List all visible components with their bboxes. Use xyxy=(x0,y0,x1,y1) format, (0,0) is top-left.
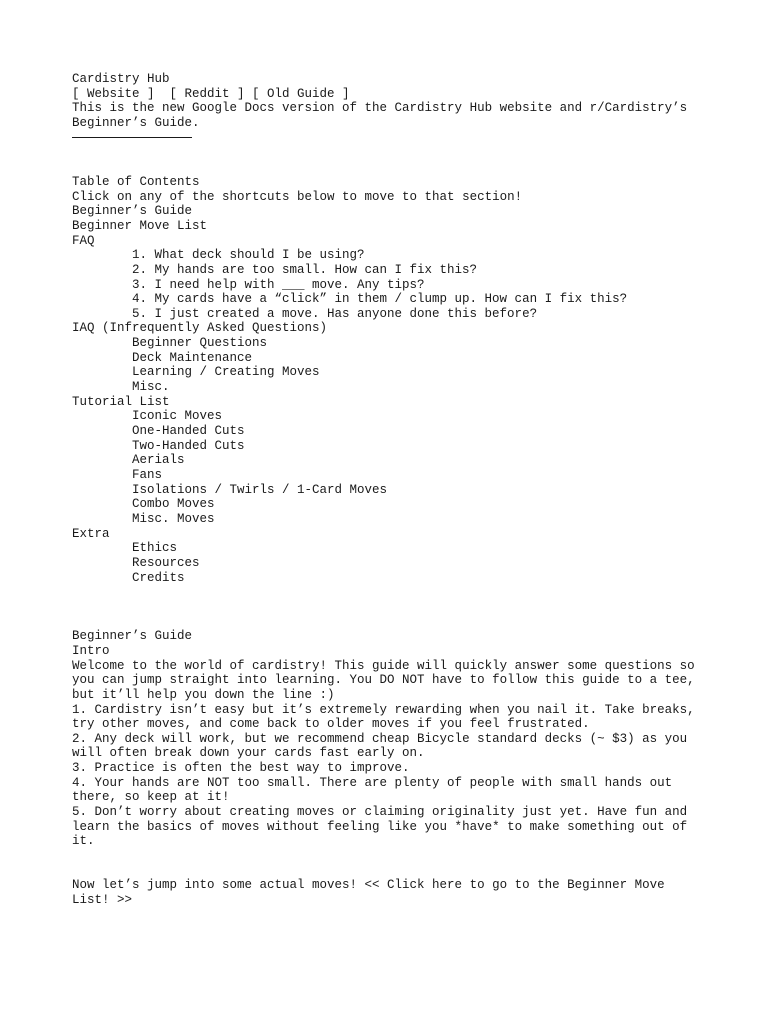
toc-tutorial-item[interactable]: Combo Moves xyxy=(132,497,215,512)
toc-tutorial-item[interactable]: Two-Handed Cuts xyxy=(132,438,245,453)
guide-point: 2. Any deck will work, but we recommend cheap Bicycle standard decks (~ $3) as you will often break down your cards fast early on. xyxy=(72,731,688,761)
toc-iaq-item[interactable]: Deck Maintenance xyxy=(132,350,253,365)
toc-tutorial-item[interactable]: Aerials xyxy=(132,453,185,468)
toc-extra-item[interactable]: Credits xyxy=(132,570,185,585)
toc-iaq-item[interactable]: Beginner Questions xyxy=(132,336,268,351)
section-heading: Beginner’s Guide xyxy=(72,629,193,644)
toc-link-extra[interactable]: Extra xyxy=(72,526,110,541)
toc-faq-item[interactable]: 1. What deck should I be using? xyxy=(132,248,365,263)
toc-faq-item[interactable]: 2. My hands are too small. How can I fix this? xyxy=(132,262,478,277)
guide-point: 5. Don’t worry about creating moves or claiming originality just yet. Have fun and learn the basics of moves without feeling like you *have* to make something out of it. xyxy=(72,805,688,849)
guide-point: 4. Your hands are NOT too small. There are plenty of people with small hands out there, so keep at it! xyxy=(72,775,673,805)
toc-title: Table of Contents xyxy=(72,174,200,189)
beginner-move-list-link[interactable]: Now let’s jump into some actual moves! << Click here to go to the Beginner Move List! >> xyxy=(72,878,665,908)
toc-tutorial-item[interactable]: One-Handed Cuts xyxy=(132,424,245,439)
toc-tutorial-item[interactable]: Fans xyxy=(132,468,163,483)
toc-iaq-item[interactable]: Misc. xyxy=(132,380,170,395)
guide-point: 1. Cardistry isn’t easy but it’s extremely rewarding when you nail it. Take breaks, try other moves, and come back to older moves if you feel frustrated. xyxy=(72,702,695,732)
toc-tutorial-item[interactable]: Misc. Moves xyxy=(132,512,215,527)
toc-tutorial-item[interactable]: Isolations / Twirls / 1-Card Moves xyxy=(132,482,388,497)
toc-extra-item[interactable]: Ethics xyxy=(132,541,178,556)
horizontal-rule xyxy=(72,137,192,138)
toc-extra-item[interactable]: Resources xyxy=(132,555,200,570)
toc-faq-item[interactable]: 5. I just created a move. Has anyone done this before? xyxy=(132,306,538,321)
toc-link-faq[interactable]: FAQ xyxy=(72,233,95,248)
toc-link-iaq[interactable]: IAQ (Infrequently Asked Questions) xyxy=(72,321,328,336)
welcome-paragraph: Welcome to the world of cardistry! This guide will quickly answer some questions so you can jump straight into learning. You DO NOT have to follow this guide to a tee, but it’ll help you down the line :) xyxy=(72,658,695,702)
toc-faq-item[interactable]: 4. My cards have a “click” in them / clump up. How can I fix this? xyxy=(132,292,628,307)
toc-link-beginner-move-list[interactable]: Beginner Move List xyxy=(72,218,208,233)
document-page xyxy=(72,72,712,908)
spacer xyxy=(72,146,712,175)
toc-faq-item[interactable]: 3. I need help with ___ move. Any tips? xyxy=(132,277,425,292)
toc-link-beginners-guide[interactable]: Beginner’s Guide xyxy=(72,204,193,219)
section-subheading: Intro xyxy=(72,643,110,658)
spacer xyxy=(72,585,712,629)
document-title: Cardistry Hub xyxy=(72,72,170,86)
intro-text: This is the new Google Docs version of the Cardistry Hub website and r/Cardistry’s Beginner’s Guide. xyxy=(72,101,688,130)
toc-iaq-item[interactable]: Learning / Creating Moves xyxy=(132,365,320,380)
spacer xyxy=(72,849,712,878)
toc-instruction: Click on any of the shortcuts below to move to that section! xyxy=(72,189,523,204)
toc-tutorial-item[interactable]: Iconic Moves xyxy=(132,409,223,424)
guide-point: 3. Practice is often the best way to improve. xyxy=(72,761,410,776)
nav-links[interactable]: [ Website ] [ Reddit ] [ Old Guide ] xyxy=(72,86,350,101)
toc-link-tutorial-list[interactable]: Tutorial List xyxy=(72,394,170,409)
